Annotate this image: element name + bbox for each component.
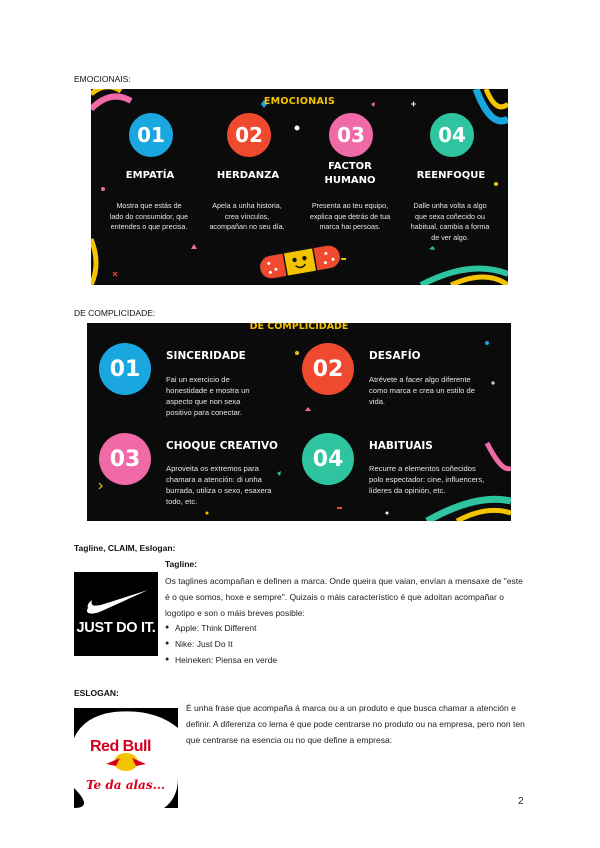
- item-title-reenfoque: REENFOQUE: [416, 170, 486, 181]
- number-circle-01: 01: [126, 110, 176, 160]
- item-text-choque-creativo: Aproveita os extremos para chamara a atención: di unha burrada, utiliza o sexo, esaxera todo, etc.: [166, 464, 272, 506]
- complicidade-infographic: [87, 323, 511, 521]
- list-item: ● Apple: Think Different: [165, 620, 465, 636]
- page-number: 2: [518, 796, 524, 807]
- number-circle-02: 02: [302, 343, 354, 395]
- redbull-wordmark: Red Bull: [90, 738, 151, 755]
- number-circle-03: 03: [326, 110, 376, 160]
- item-title-herdanza: HERDANZA: [216, 170, 280, 181]
- item-text-herdanza: Apela a unha historia, crea vínculos, acompañan no seu día.: [209, 201, 285, 231]
- nike-logo: [74, 572, 158, 656]
- emocionais-infographic: [91, 89, 508, 285]
- tagline-paragraph: Os taglines acompañan e definen a marca. Onde queira que vaian, envían a mensaxe de "este é o que somos, hoxe e sempre". Quizais o máis característico é que adoitan acompañar o logotipo e son o máis breves posible:: [165, 576, 523, 618]
- section-label-emocionais: EMOCIONAIS:: [74, 74, 131, 84]
- item-text-reenfoque: Dalle unha volta a algo que sexa coñecido ou habitual, cambia a forma de ver algo.: [410, 201, 490, 242]
- item-title-desafio: DESAFÍO: [369, 350, 421, 362]
- section-label-complicidade: DE COMPLICIDADE:: [74, 308, 156, 318]
- nike-logo-text: JUST DO IT.: [76, 620, 156, 636]
- eslogan-section-heading: ESLOGAN:: [74, 688, 119, 698]
- number-circle-02: 02: [224, 110, 274, 160]
- bandage-character-icon: [255, 245, 345, 279]
- number-circle-01: 01: [99, 343, 151, 395]
- eslogan-paragraph: É unha frase que acompaña á marca ou a un produto e que busca chamar a atención e definir. A diferenza co lema é que pode centrarse no produto ou na empresa, pero non ten que centrarse na esencia ou no que define a empresa:: [186, 703, 525, 745]
- tagline-subheading: Tagline:: [165, 559, 197, 569]
- item-text-sinceridade: Fai un exercicio de honestidade e mostra un aspecto que non sexa positivo para conectar.: [166, 375, 250, 417]
- infographic-title: EMOCIONAIS: [263, 96, 336, 107]
- number-circle-04: 04: [302, 433, 354, 485]
- item-title-habituais: HABITUAIS: [369, 440, 433, 452]
- tagline-examples-list: [165, 620, 465, 668]
- redbull-slogan: Te da alas...: [86, 778, 166, 792]
- redbull-frame-decoration: [74, 708, 178, 808]
- number-circle-03: 03: [99, 433, 151, 485]
- item-title-empatia: EMPATÍA: [125, 170, 175, 181]
- item-text-empatia: Mostra que estás de lado do consumidor, que entendes o que precisa.: [109, 201, 189, 231]
- tagline-section-heading: Tagline, CLAIM, Eslogan:: [74, 543, 176, 553]
- item-title-sinceridade: SINCERIDADE: [166, 350, 246, 362]
- item-text-factor-humano: Presenta ao teu equipo, explica que detrás de tua marca hai persoas.: [309, 201, 391, 231]
- item-title-choque-creativo: CHOQUE CREATIVO: [166, 440, 278, 452]
- item-title-factor-humano: FACTOR HUMANO: [324, 161, 376, 186]
- item-text-habituais: Recurre a elementos coñecidos polo espectador: cine, influencers, líderes da opinión, etc.: [369, 464, 485, 495]
- number-circle-04: 04: [427, 110, 477, 160]
- redbull-logo: [74, 708, 178, 808]
- nike-swoosh-icon: [82, 586, 150, 616]
- list-item: ● Nike: Just Do It: [165, 636, 465, 652]
- infographic-title: DE COMPLICIDADE: [249, 323, 349, 332]
- list-item: ● Heineken: Piensa en verde: [165, 652, 465, 668]
- item-text-desafio: Atrévete a facer algo diferente como marca e crea un estilo de vida.: [369, 375, 475, 406]
